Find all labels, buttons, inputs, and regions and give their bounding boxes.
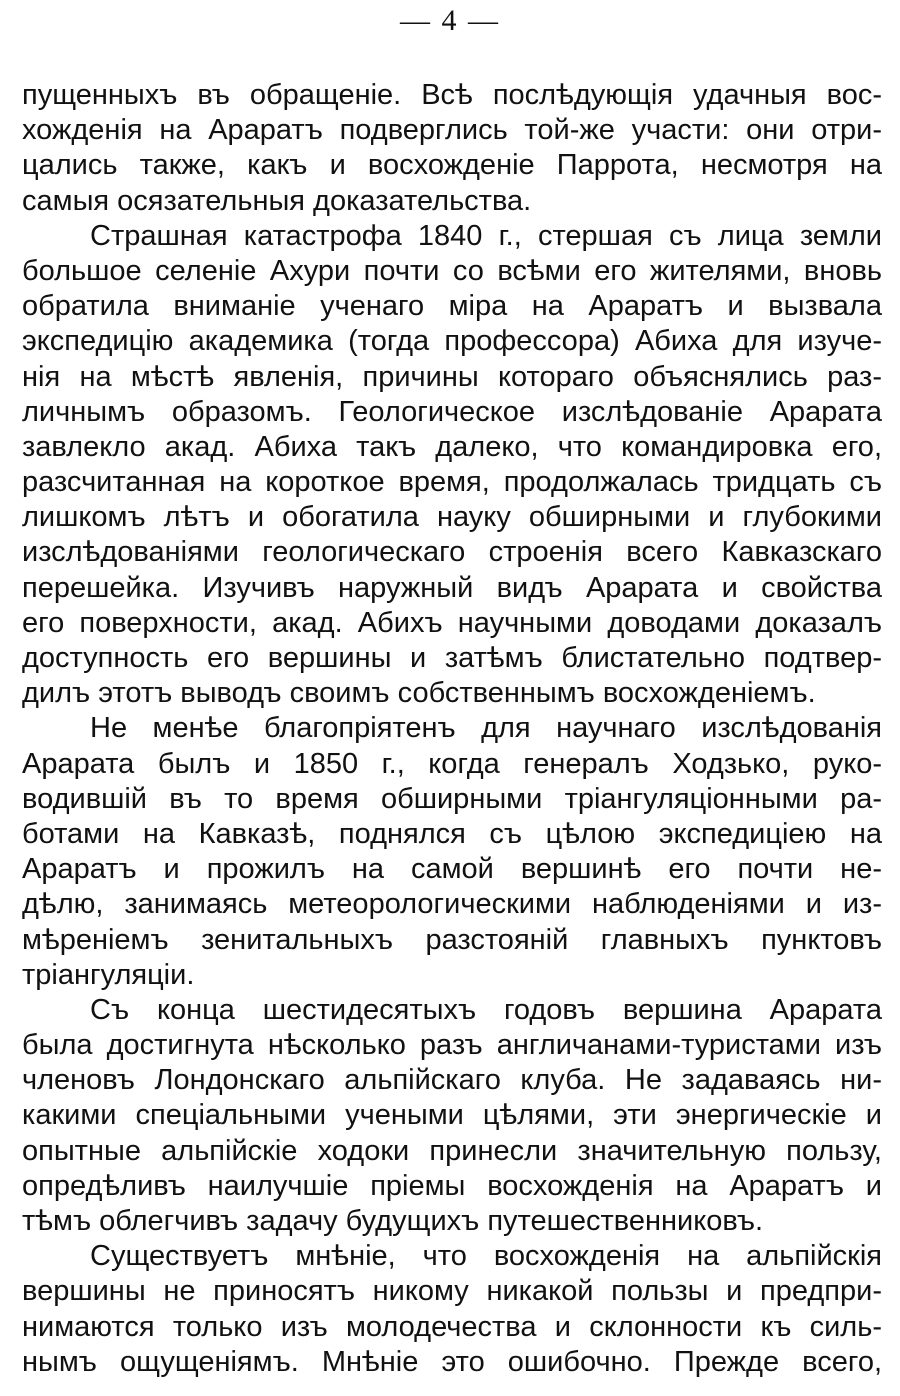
- text-line: опредѣливъ наилучшіе пріемы восхожденія на Араратъ и: [22, 1169, 882, 1202]
- text-line: хожденія на Араратъ подверглись той-же участи: они отри-: [22, 114, 882, 147]
- text-line: нія на мѣстѣ явленія, причины котораго объяснялись раз-: [22, 360, 882, 393]
- text-line: самыя осязательныя доказательства.: [22, 184, 532, 217]
- text-line: завлекло акад. Абиха такъ далеко, что командировка его,: [22, 430, 882, 463]
- paragraph: [22, 219, 882, 712]
- page-number: — 4 —: [400, 4, 500, 37]
- text-line: водившій въ то время обширными тріангуляціонными ра-: [22, 782, 882, 815]
- text-line: изслѣдованіями геологическаго строенія всего Кавказскаго: [22, 536, 882, 569]
- text-line: Существуетъ мнѣніе, что восхожденія на альпійскія: [90, 1240, 882, 1273]
- text-line: Не менѣе благопріятенъ для научнаго изслѣдованія: [90, 712, 882, 745]
- text-line: вершины не приносятъ никому никакой пользы и предпри-: [22, 1275, 882, 1308]
- text-line: какими спеціальными учеными цѣлями, эти энергическіе и: [22, 1099, 882, 1132]
- text-line: нимаются только изъ молодечества и склонности къ силь-: [22, 1310, 882, 1343]
- text-line: перешейка. Изучивъ наружный видъ Арарата и свойства: [22, 571, 882, 604]
- text-line: разсчитанная на короткое время, продолжалась тридцать съ: [22, 466, 882, 499]
- text-line: тѣмъ облегчивъ задачу будущихъ путешественниковъ.: [22, 1205, 764, 1237]
- text-line: его поверхности, акад. Абихъ научными доводами доказалъ: [22, 606, 882, 639]
- text-line: цались также, какъ и восхожденіе Паррота, несмотря на: [22, 149, 882, 182]
- text-line: большое селеніе Ахури почти со всѣми его жителями, вновь: [22, 254, 882, 287]
- text-line: ботами на Кавказѣ, поднялся съ цѣлою экспедиціею на: [22, 817, 882, 850]
- text-line: доступность его вершины и затѣмъ блистательно подтвер-: [22, 642, 882, 674]
- text-line: тріангуляціи.: [22, 958, 195, 991]
- text-line: обратила вниманіе ученаго міра на Араратъ и вызвала: [22, 290, 882, 323]
- text-line: лишкомъ лѣтъ и обогатила науку обширными и глубокими: [22, 501, 882, 534]
- text-line: членовъ Лондонскаго альпійскаго клуба. Не задаваясь ни-: [22, 1064, 882, 1097]
- text-line: экспедицію академика (тогда профессора) Абиха для изуче-: [22, 325, 882, 358]
- text-line: нымъ ощущеніямъ. Мнѣніе это ошибочно. Прежде всего,: [22, 1345, 882, 1378]
- text-line: Араратъ и прожилъ на самой вершинѣ его почти не-: [22, 853, 882, 886]
- paragraph: [22, 711, 882, 993]
- text-line: Съ конца шестидесятыхъ годовъ вершина Арарата: [90, 993, 882, 1026]
- text-line: опытные альпійскіе ходоки принесли значительную пользу,: [22, 1134, 882, 1167]
- text-line: пущенныхъ въ обращеніе. Всѣ послѣдующія удачныя вос-: [22, 79, 882, 111]
- text-line: личнымъ образомъ. Геологическое изслѣдованіе Арарата: [22, 395, 882, 428]
- paragraph: [22, 1239, 882, 1380]
- text-line: Страшная катастрофа 1840 г., стершая съ лица земли: [90, 219, 882, 252]
- text-line: мѣреніемъ зенитальныхъ разстояній главныхъ пунктовъ: [22, 923, 882, 956]
- paragraph: [22, 78, 882, 219]
- body-text: [22, 78, 882, 1380]
- text-line: была достигнута нѣсколько разъ англичанами-туристами изъ: [22, 1029, 882, 1062]
- paragraph: [22, 993, 882, 1239]
- text-line: дилъ этотъ выводъ своимъ собственнымъ восхожденіемъ.: [22, 677, 816, 710]
- text-line: дѣлю, занимаясь метеорологическими наблюденіями и из-: [22, 888, 882, 921]
- text-line: Арарата былъ и 1850 г., когда генералъ Ходзько, руко-: [22, 747, 882, 780]
